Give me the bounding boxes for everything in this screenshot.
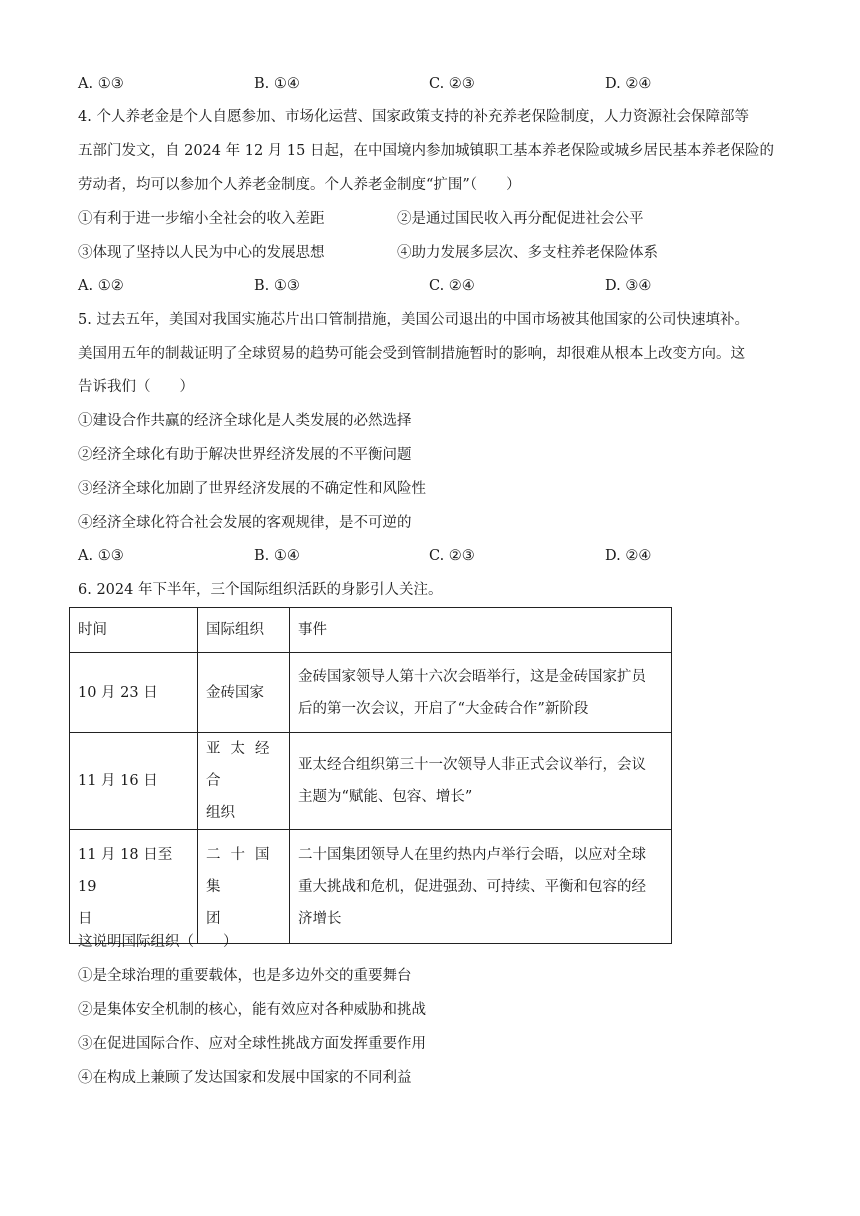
q5-stem-line-3: 告诉我们（ ） (78, 379, 194, 395)
q4-option-d[interactable]: D. ③④ (605, 278, 652, 294)
q6-statement-1: ①是全球治理的重要载体，也是多边外交的重要舞台 (78, 968, 412, 984)
q4-stem-line-3: 劳动者，均可以参加个人养老金制度。个人养老金制度“扩围”（ ） (78, 177, 521, 193)
cell-org: 亚太经合 组织 (198, 733, 290, 830)
q4-option-c[interactable]: C. ②④ (429, 278, 475, 294)
table-row (70, 830, 672, 944)
q4-option-a[interactable]: A. ①② (78, 278, 124, 294)
q5-statement-4: ④经济全球化符合社会发展的客观规律，是不可逆的 (78, 515, 412, 531)
q4-statement-3: ③体现了坚持以人民为中心的发展思想 (78, 245, 325, 261)
cell-event: 二十国集团领导人在里约热内卢举行会晤，以应对全球 重大挑战和危机，促进强劲、可持续、平衡和包容的经 济增长 (290, 830, 672, 944)
q5-stem-line-2: 美国用五年的制裁证明了全球贸易的趋势可能会受到管制措施暂时的影响，却很难从根本上改变方向。这 (78, 346, 745, 362)
q6-statement-3: ③在促进国际合作、应对全球性挑战方面发挥重要作用 (78, 1036, 426, 1052)
q3-option-b[interactable]: B. ①④ (254, 76, 300, 92)
q6-statement-4: ④在构成上兼顾了发达国家和发展中国家的不同利益 (78, 1070, 412, 1086)
q4-stem-line-2: 五部门发文，自 2024 年 12 月 15 日起，在中国境内参加城镇职工基本养老保险或城乡居民基本养老保险的 (78, 143, 774, 159)
q4-statements-row-2 (78, 243, 778, 263)
table-row (70, 653, 672, 733)
cell-event: 金砖国家领导人第十六次会晤举行，这是金砖国家扩员 后的第一次会议，开启了“大金砖合作”新阶段 (290, 653, 672, 733)
q3-options (78, 74, 778, 94)
q4-statement-4: ④助力发展多层次、多支柱养老保险体系 (397, 245, 658, 261)
q4-stem-line-1: 4. 个人养老金是个人自愿参加、市场化运营、国家政策支持的补充养老保险制度，人力资源社会保障部等 (78, 109, 749, 125)
q3-option-a[interactable]: A. ①③ (78, 76, 124, 92)
cell-time: 11 月 18 日至 19 日 (70, 830, 198, 944)
q6-question: 这说明国际组织（ ） (78, 934, 238, 950)
q5-statement-1: ①建设合作共赢的经济全球化是人类发展的必然选择 (78, 413, 412, 429)
header-event: 事件 (290, 608, 672, 653)
q4-options (78, 276, 778, 296)
table-row (70, 733, 672, 830)
q4-statement-1: ①有利于进一步缩小全社会的收入差距 (78, 211, 325, 227)
cell-event: 亚太经合组织第三十一次领导人非正式会议举行，会议 主题为“赋能、包容、增长” (290, 733, 672, 830)
q5-options (78, 546, 778, 566)
cell-time: 11 月 16 日 (70, 733, 198, 830)
q4-statement-2: ②是通过国民收入再分配促进社会公平 (397, 211, 644, 227)
table-header-row (70, 608, 672, 653)
q5-stem-line-1: 5. 过去五年，美国对我国实施芯片出口管制措施，美国公司退出的中国市场被其他国家的公司快速填补。 (78, 312, 749, 328)
q5-option-b[interactable]: B. ①④ (254, 548, 300, 564)
q3-option-c[interactable]: C. ②③ (429, 76, 475, 92)
header-org: 国际组织 (198, 608, 290, 653)
q5-option-d[interactable]: D. ②④ (605, 548, 652, 564)
q6-intro: 6. 2024 年下半年，三个国际组织活跃的身影引人关注。 (78, 582, 443, 598)
q3-option-d[interactable]: D. ②④ (605, 76, 652, 92)
q5-statement-3: ③经济全球化加剧了世界经济发展的不确定性和风险性 (78, 481, 426, 497)
cell-time: 10 月 23 日 (70, 653, 198, 733)
cell-org: 金砖国家 (198, 653, 290, 733)
events-table (69, 607, 672, 944)
q5-option-c[interactable]: C. ②③ (429, 548, 475, 564)
q5-statement-2: ②经济全球化有助于解决世界经济发展的不平衡问题 (78, 447, 412, 463)
cell-org: 二十国集 团 (198, 830, 290, 944)
q5-option-a[interactable]: A. ①③ (78, 548, 124, 564)
q4-statements-row-1 (78, 209, 778, 229)
q6-statement-2: ②是集体安全机制的核心，能有效应对各种威胁和挑战 (78, 1002, 426, 1018)
q4-option-b[interactable]: B. ①③ (254, 278, 300, 294)
header-time: 时间 (70, 608, 198, 653)
